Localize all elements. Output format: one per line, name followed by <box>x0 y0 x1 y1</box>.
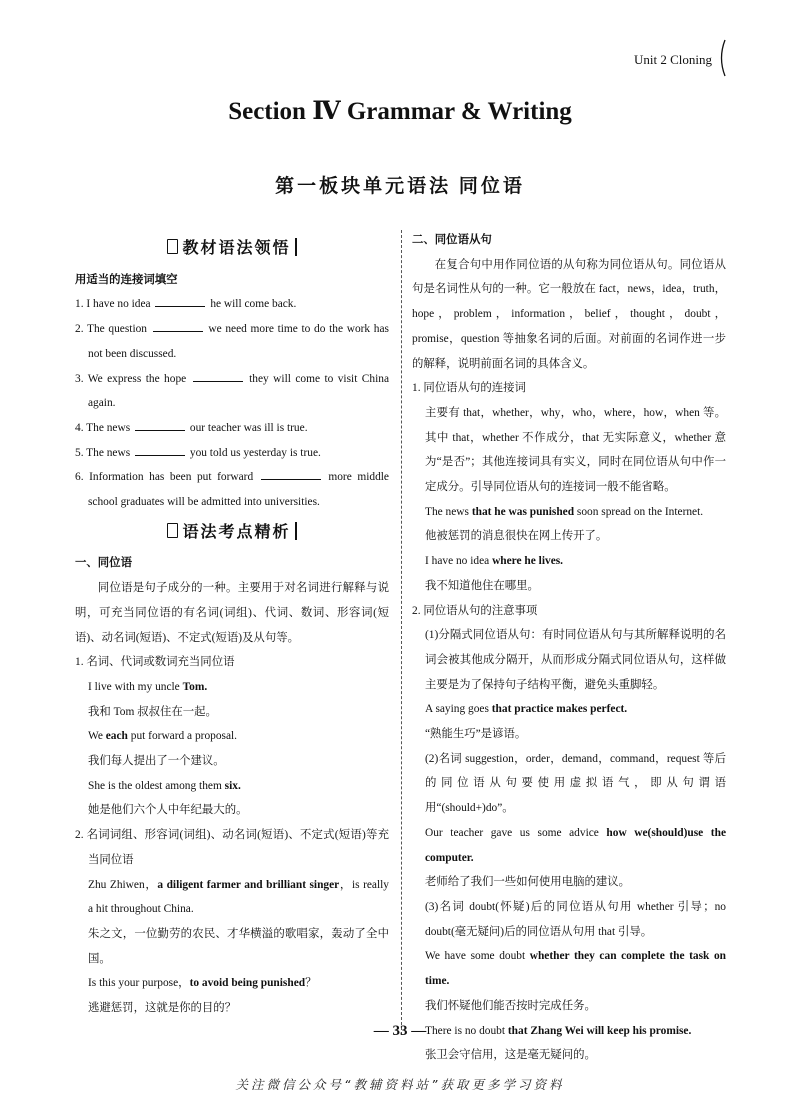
intro-paragraph: 在复合句中用作同位语的从句称为同位语从句。同位语从句是名词性从句的一种。它一般放在 fact，news，idea，truth，hope，problem，information，belief，thought，doubt，promise，question 等抽象名词的后面。对前面的名词作进一步的解释，说明前面名词的具体含义。 <box>412 258 726 370</box>
column-divider <box>401 230 402 1035</box>
example-cn: 张卫会守信用，这是毫无疑问的。 <box>425 1049 596 1062</box>
book-icon <box>167 523 178 538</box>
exercise-item: 6. Information has been put forward more middle school graduates will be admitted into universities. <box>75 471 389 509</box>
example-cn: 我和 Tom 叔叔住在一起。 <box>88 705 217 718</box>
example-en: The news that he was punished soon spread on the Internet. <box>425 505 704 518</box>
point-heading: 1. 名词、代词或数词充当同位语 <box>75 656 235 669</box>
example-en: Our teacher gave us some advice how we(should)use the computer. <box>425 826 726 864</box>
example-en: There is no doubt that Zhang Wei will keep his promise. <box>425 1024 692 1037</box>
answer-blank[interactable] <box>153 322 203 332</box>
point-heading: 2. 名词词组、形容词(词组)、动名词(短语)、不定式(短语)等充当同位语 <box>75 829 389 866</box>
answer-blank[interactable] <box>135 446 185 456</box>
section-heading: 一、同位语 <box>75 557 132 570</box>
left-column <box>75 231 389 1021</box>
box-heading-analysis: 语法考点精析 <box>75 521 389 546</box>
footer-note: 关注微信公众号“教辅资料站”获取更多学习资料 <box>235 1077 565 1092</box>
point-heading: 1. 同位语从句的连接词 <box>412 382 526 395</box>
exercise-item: 3. We express the hope they will come to visit China again. <box>75 372 390 410</box>
exercise-item: 1. I have no idea he will come back. <box>75 298 297 311</box>
exercise-heading: 用适当的连接词填空 <box>75 273 178 286</box>
example-en: She is the oldest among them six. <box>88 779 241 792</box>
example-en: Zhu Zhiwen，a diligent farmer and brilliant singer，is really a hit throughout China. <box>88 878 390 916</box>
example-cn: 逃避惩罚，这就是你的目的？ <box>88 1002 237 1015</box>
running-header: Unit 2 Cloning <box>633 52 712 67</box>
point-text: 主要有 that，whether，why，who，where，how，when 等。其中 that，whether 不作成分，that 无实际意义，whether 意为“是否”；其他连接词具有实义，同时在同位语从句中作一定成分。引导同位语从句的连接词一般不能省略。 <box>425 406 726 494</box>
answer-blank[interactable] <box>135 421 185 431</box>
note-text: (2)名词 suggestion，order，demand，command，request 等后的同位语从句要使用虚拟语气，即从句谓语用“(should+)do”。 <box>425 752 726 815</box>
exercise-item: 2. The question we need more time to do the work has not been discussed. <box>75 323 389 360</box>
page-number: — 33 — <box>373 1023 427 1039</box>
example-cn: 她是他们六个人中年纪最大的。 <box>88 804 248 817</box>
example-cn: 我们每人提出了一个建议。 <box>88 755 225 768</box>
example-en: I have no idea where he lives. <box>425 555 564 568</box>
right-column <box>412 228 726 1068</box>
answer-blank[interactable] <box>261 470 321 480</box>
point-heading: 2. 同位语从句的注意事项 <box>412 604 538 617</box>
section-subtitle: 第一板块单元语法 同位语 <box>275 176 525 197</box>
note-text: (1)分隔式同位语从句：有时同位语从句与其所解释说明的名词会被其他成分隔开，从而形成分隔式同位语从句，这样做主要是为了保持句子结构平衡，避免头重脚轻。 <box>425 629 726 691</box>
example-cn: 朱之文，一位勤劳的农民、才华横溢的歌唱家，轰动了全中国。 <box>88 927 389 965</box>
example-en: We each put forward a proposal. <box>88 730 238 743</box>
bracket-ornament <box>716 38 728 78</box>
intro-paragraph: 同位语是句子成分的一种。主要用于对名词进行解释与说明，可充当同位语的有名词(词组)、代词、数词、形容词(短语)、动名词(短语)、不定式(短语)及从句等。 <box>75 582 389 644</box>
exercise-item: 5. The news you told us yesterday is true. <box>75 446 321 459</box>
book-icon <box>167 239 178 254</box>
answer-blank[interactable] <box>193 372 243 382</box>
exercise-item: 4. The news our teacher was ill is true. <box>75 421 308 434</box>
example-cn: 他被惩罚的消息很快在网上传开了。 <box>425 530 608 543</box>
section-heading: 二、同位语从句 <box>412 234 492 246</box>
example-cn: 老师给了我们一些如何使用电脑的建议。 <box>425 876 631 889</box>
box-heading-textbook: 教材语法领悟 <box>75 237 389 262</box>
example-en: I live with my uncle Tom. <box>88 680 208 693</box>
example-cn: 我不知道他住在哪里。 <box>425 579 539 592</box>
section-title: Section Ⅳ Grammar & Writing <box>228 98 572 125</box>
example-en: Is this your purpose，to avoid being punished？ <box>88 977 317 990</box>
example-cn: 我们怀疑他们能否按时完成任务。 <box>425 999 596 1012</box>
example-en: We have some doubt whether they can complete the task on time. <box>425 950 726 988</box>
example-en: A saying goes that practice makes perfect. <box>425 703 628 716</box>
answer-blank[interactable] <box>155 297 205 307</box>
example-cn: “熟能生巧”是谚语。 <box>425 728 527 741</box>
note-text: (3)名词 doubt(怀疑)后的同位语从句用 whether 引导；no doubt(毫无疑问)后的同位语从句用 that 引导。 <box>425 900 726 938</box>
